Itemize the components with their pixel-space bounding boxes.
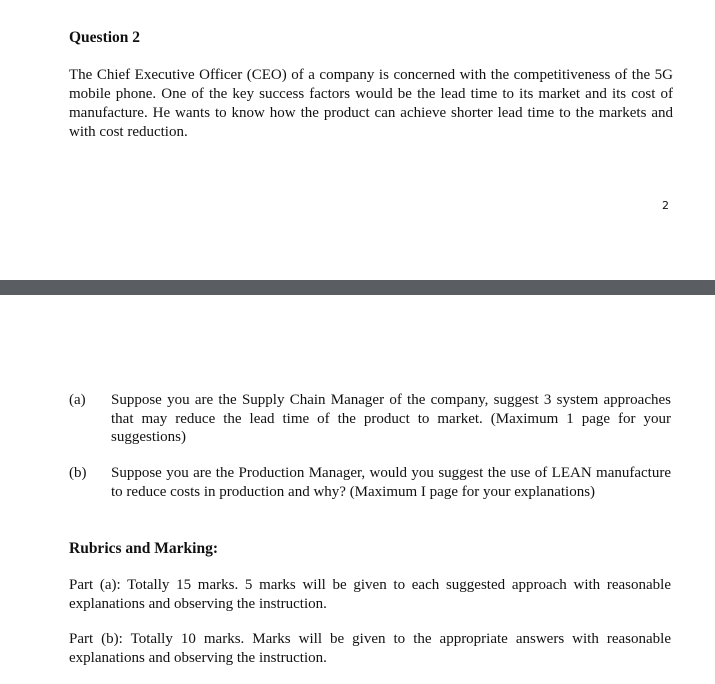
part-a-text: Suppose you are the Supply Chain Manager of the company, suggest 3 system approaches that may reduce the lead time of the product to market. (Maximum 1 page for your suggestions) bbox=[111, 392, 671, 445]
page-number: 2 bbox=[662, 199, 669, 212]
question-part-b bbox=[69, 464, 671, 501]
page-break-divider bbox=[0, 280, 715, 295]
rubric-part-b: Part (b): Totally 10 marks. Marks will be given to the appropriate answers with reasonable explanations and observing the instruction. bbox=[69, 631, 671, 666]
part-a-marker: (a) bbox=[69, 392, 86, 408]
part-b-marker: (b) bbox=[69, 465, 87, 481]
question-part-a bbox=[69, 391, 671, 447]
question-heading: Question 2 bbox=[69, 29, 141, 46]
question-intro-paragraph: The Chief Executive Officer (CEO) of a company is concerned with the competitiveness of the 5G mobile phone. One of the key success factors would be the lead time to its market and its cost of manufacture. He wants to know how the product can achieve shorter lead time to the markets and with cost reduction. bbox=[69, 67, 673, 140]
part-b-text: Suppose you are the Production Manager, would you suggest the use of LEAN manufacture to reduce costs in production and why? (Maximum I page for your explanations) bbox=[111, 465, 671, 500]
rubrics-heading: Rubrics and Marking: bbox=[69, 540, 218, 557]
rubric-part-a: Part (a): Totally 15 marks. 5 marks will be given to each suggested approach with reasonable explanations and observing the instruction. bbox=[69, 577, 671, 612]
